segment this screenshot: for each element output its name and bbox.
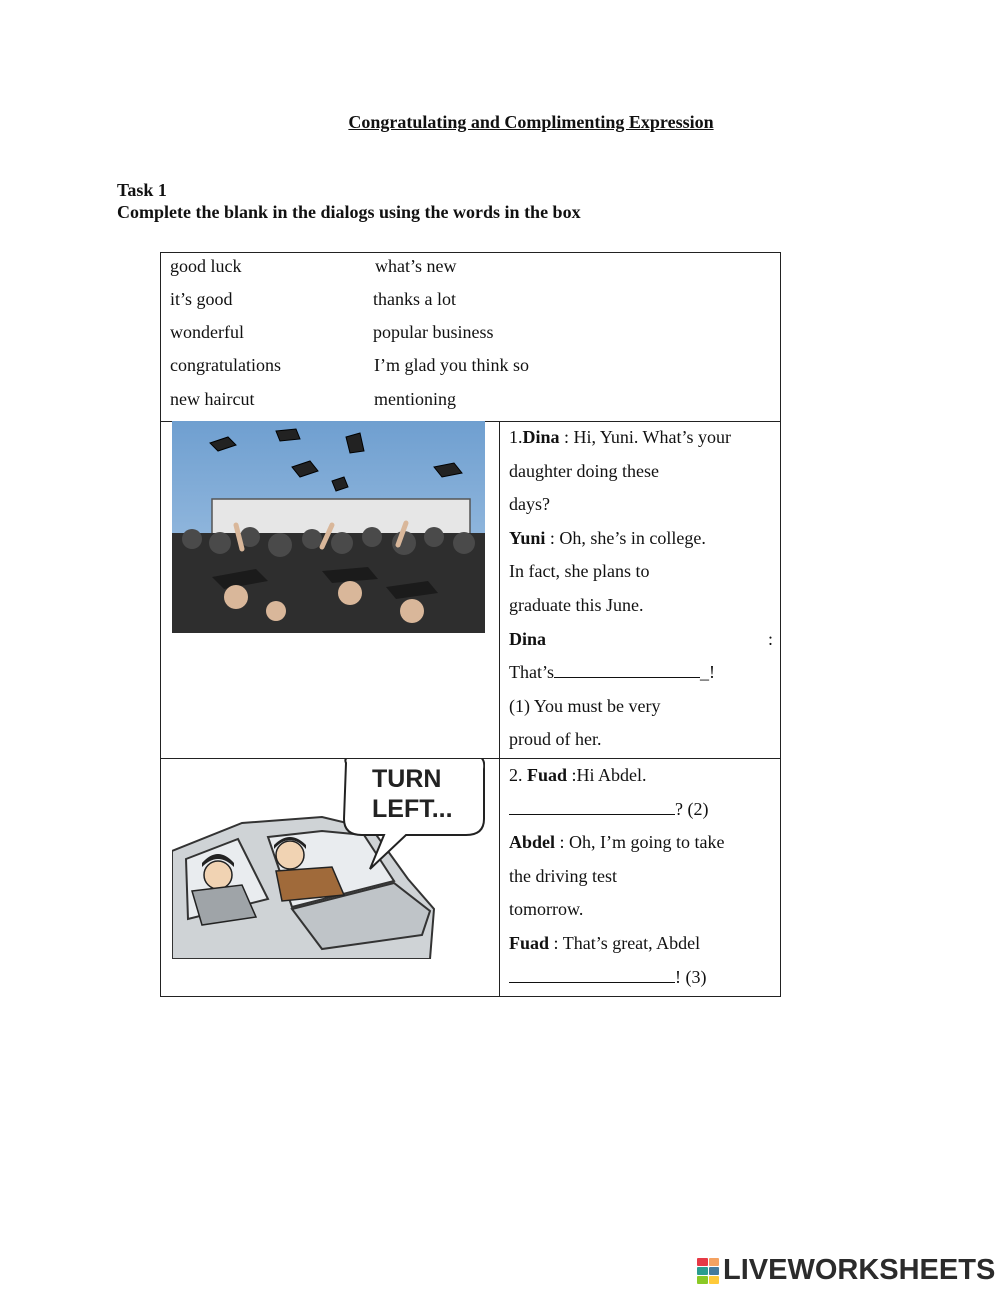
logo-square [697, 1276, 708, 1284]
logo-text: LIVEWORKSHEETS [723, 1254, 996, 1286]
dialog-line: tomorrow. [509, 899, 584, 920]
word-box-item: good luck [170, 256, 242, 276]
dialog-line: days? [509, 494, 550, 515]
speaker-name: Yuni [509, 527, 546, 548]
dialog-line: proud of her. [509, 729, 602, 750]
dialog-line: That’s [509, 662, 554, 683]
dialog-line: daughter doing these [509, 460, 659, 481]
column-divider [499, 759, 500, 996]
speaker-name: Abdel [509, 832, 556, 853]
speaker-name: Dina [509, 628, 547, 649]
dialog-row-2 [161, 759, 780, 996]
logo-square [709, 1267, 720, 1275]
dialog-2 [509, 759, 773, 994]
worksheet-title: Congratulating and Complimenting Expression [348, 112, 714, 132]
column-divider [499, 421, 500, 758]
speaker-name: Fuad [527, 765, 568, 785]
speaker-name: Fuad [509, 932, 550, 953]
logo-square [709, 1258, 720, 1266]
word-box [161, 253, 780, 422]
word-box-item: it’s good [170, 289, 233, 309]
task-instructions: Complete the blank in the dialogs using the words in the box [117, 202, 581, 222]
logo-square [709, 1276, 720, 1284]
dialog-line: :Hi Abdel. [567, 765, 647, 785]
dialog-1 [509, 421, 773, 757]
exercise-table [160, 252, 781, 997]
task-label: Task 1 [117, 180, 167, 200]
word-box-item: popular business [373, 322, 494, 342]
dialog-line: the driving test [509, 865, 617, 886]
word-box-item: what’s new [375, 256, 457, 276]
dialog-line: (1) You must be very [509, 695, 661, 716]
graduation-illustration [172, 421, 485, 633]
word-box-item: thanks a lot [373, 289, 456, 309]
driving-test-illustration [172, 759, 485, 959]
speech-bubble-text: TURN [372, 765, 442, 793]
word-box-item: mentioning [374, 389, 456, 409]
dialog-line: graduate this June. [509, 594, 644, 615]
answer-blank-2[interactable] [509, 796, 675, 815]
answer-blank-1[interactable] [554, 659, 700, 678]
answer-blank-3[interactable] [509, 964, 675, 983]
word-box-item: new haircut [170, 389, 255, 409]
dialog-line: ? (2) [675, 798, 709, 819]
dialog-row-1 [161, 421, 780, 759]
word-box-item: I’m glad you think so [374, 355, 529, 375]
dialog-line: _! [700, 662, 715, 683]
logo-square [697, 1258, 708, 1266]
word-box-item: congratulations [170, 355, 281, 375]
dialog-line: : Oh, she’s in college. [545, 527, 706, 548]
dialog-line: In fact, she plans to [509, 561, 650, 582]
dialog-line: : Hi, Yuni. What’s your [559, 427, 732, 447]
logo-square [697, 1267, 708, 1275]
logo-icon [697, 1258, 719, 1284]
word-box-item: wonderful [170, 322, 244, 342]
dialog-line: : Oh, I’m going to take [555, 832, 725, 853]
dialog-line: ! (3) [675, 966, 707, 987]
speaker-name: Dina [522, 427, 560, 447]
dialog-number: 2. [509, 765, 527, 785]
speech-bubble-text: LEFT... [372, 795, 453, 823]
dialog-line: : That’s great, Abdel [549, 932, 701, 953]
dialog-colon: : [767, 628, 773, 649]
liveworksheets-logo[interactable] [697, 1254, 995, 1287]
dialog-number: 1. [509, 427, 523, 447]
